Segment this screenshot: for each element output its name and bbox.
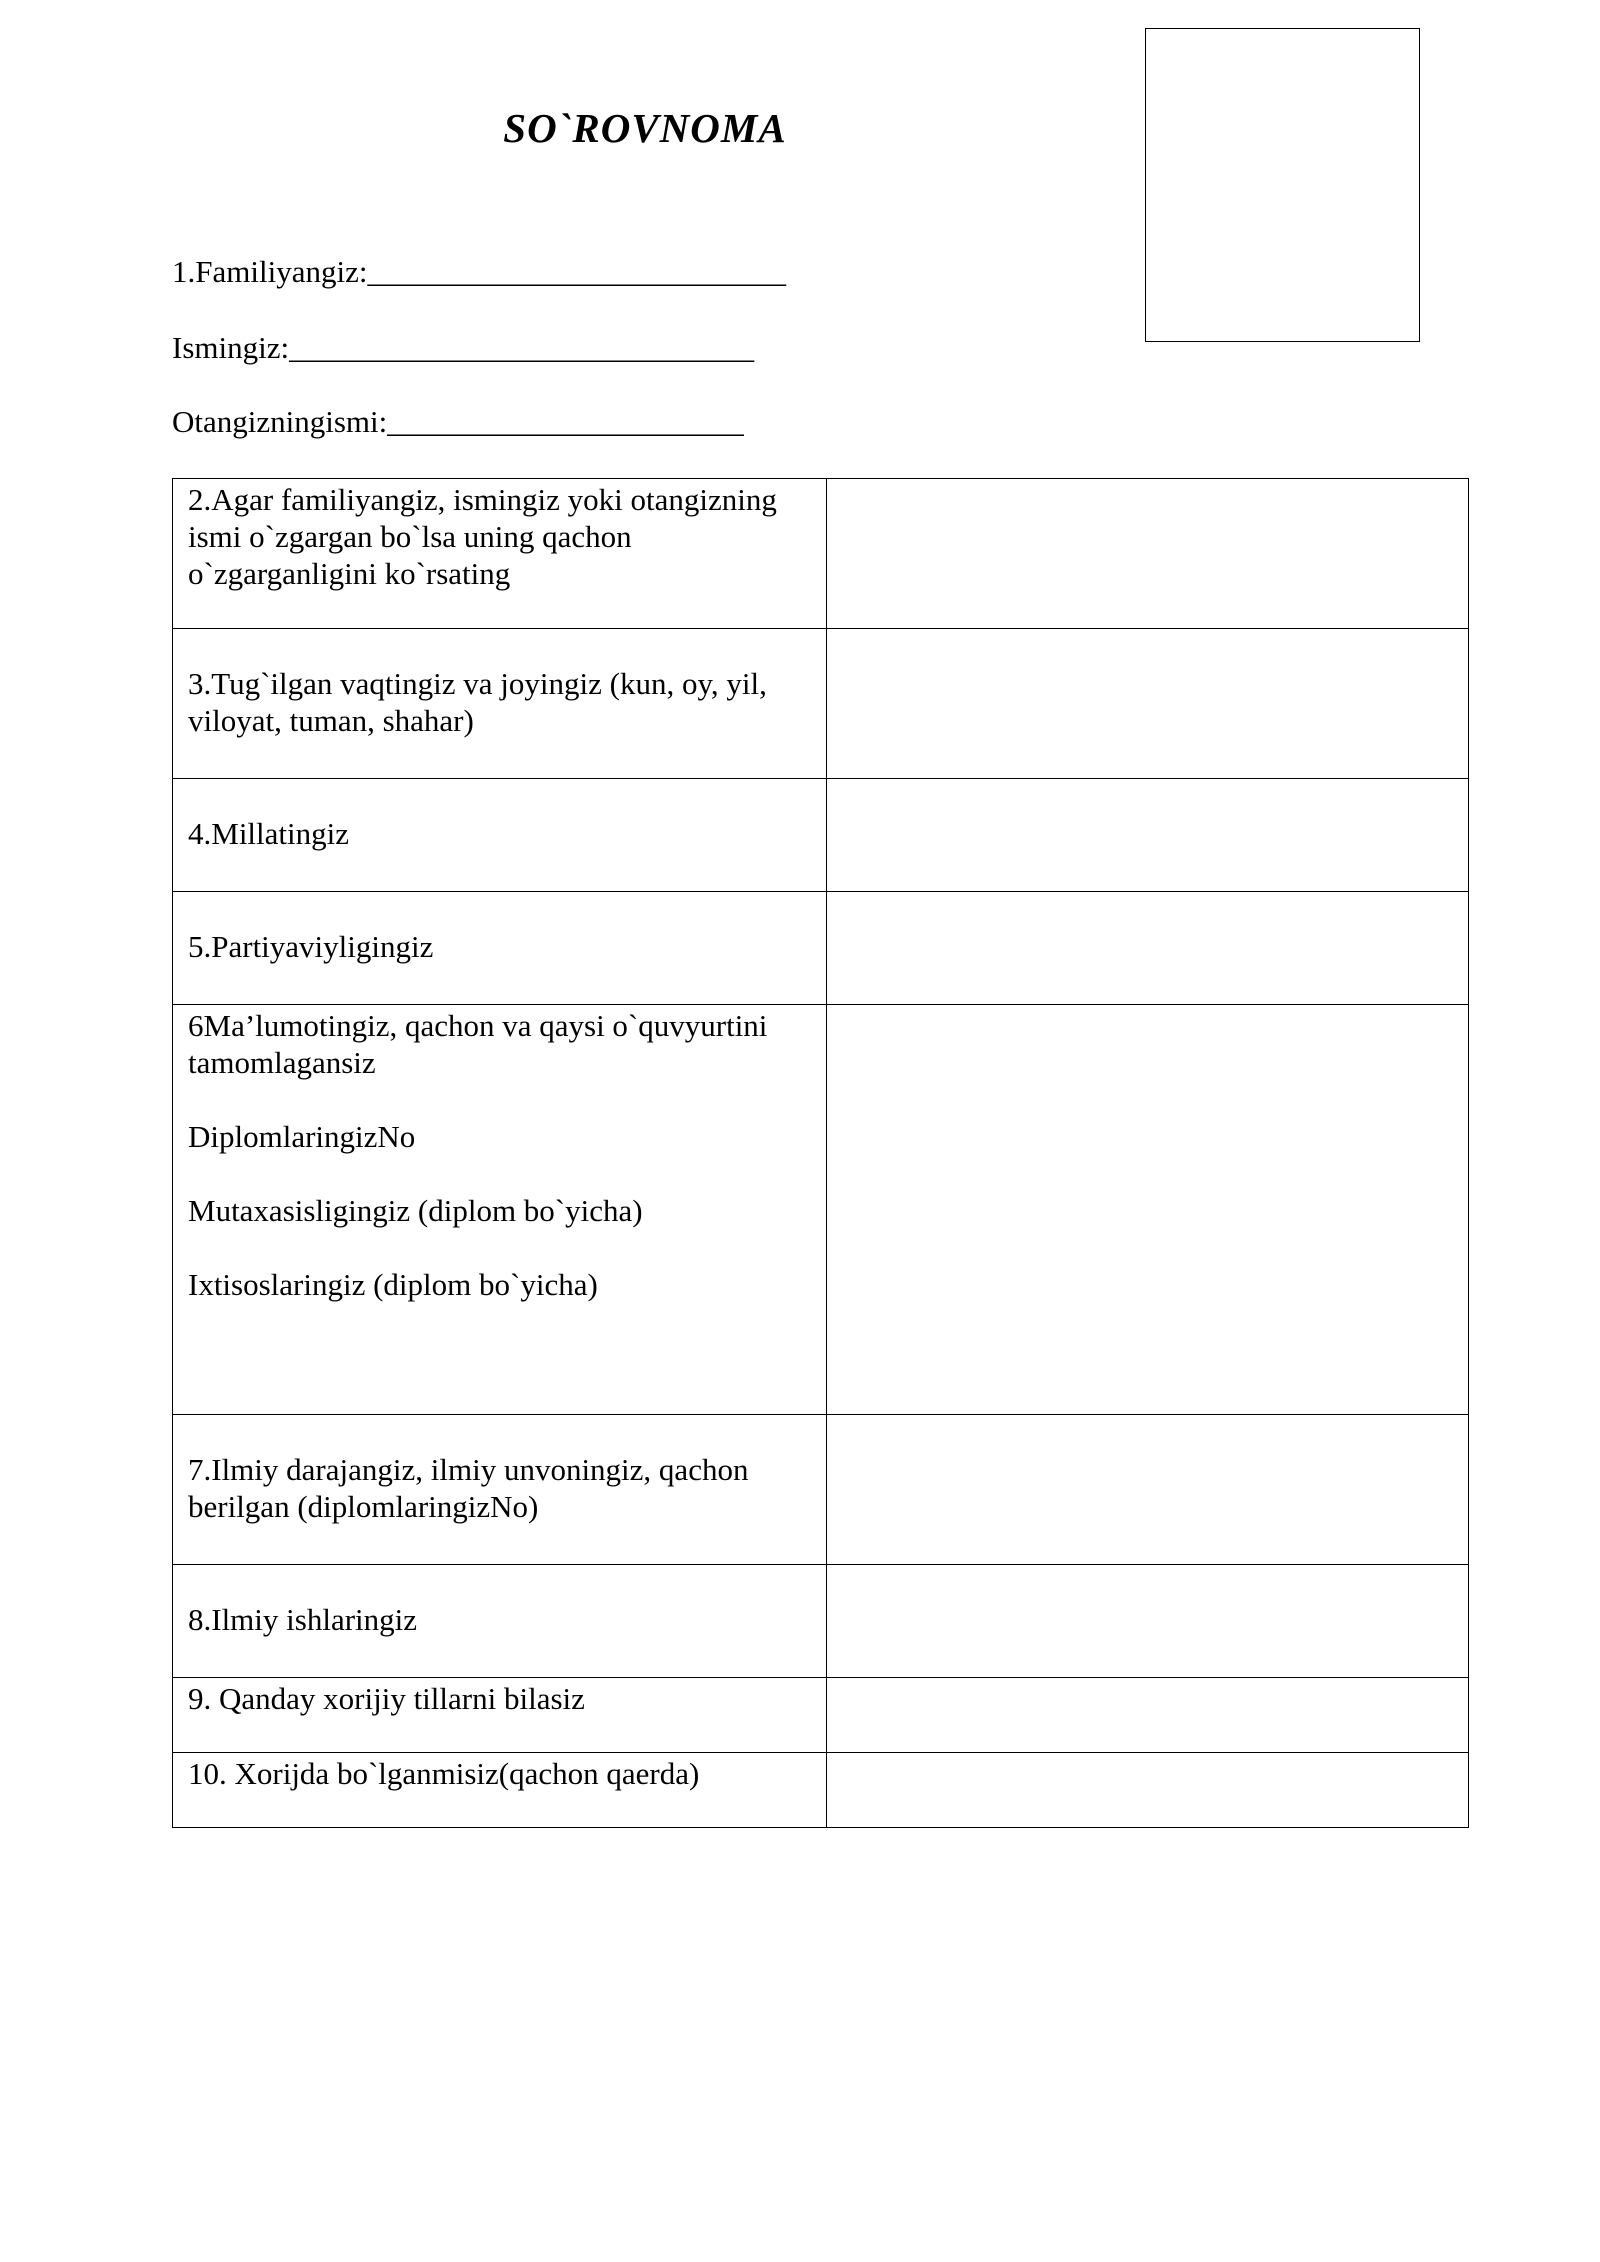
answer-birth[interactable] [827,629,1469,779]
questionnaire-table [172,478,1469,1828]
table-row-degree [173,1415,1469,1565]
question-abroad: 10. Xorijda bo`lganmisiz(qachon qaerda) [188,1756,700,1791]
question-works: 8.Ilmiy ishlaringiz [188,1602,418,1637]
table-row-abroad [173,1753,1469,1828]
surname-field[interactable]: 1.Familiyangiz:___________________________ [172,254,786,289]
page-title: SO`ROVNOMA [503,105,787,151]
table-row-party [173,892,1469,1005]
question-education: 6Ma’lumotingiz, qachon va qaysi o`quvyurtini tamomlagansiz [188,1008,768,1080]
question-qualifications: Ixtisoslaringiz (diplom bo`yicha) [188,1267,598,1302]
question-party: 5.Partiyaviyligingiz [188,929,434,964]
question-languages: 9. Qanday xorijiy tillarni bilasiz [188,1681,585,1716]
table-row-nationality [173,779,1469,892]
question-diplomas: DiplomlaringizNo [188,1119,416,1154]
answer-degree[interactable] [827,1415,1469,1565]
answer-works[interactable] [827,1565,1469,1678]
question-degree: 7.Ilmiy darajangiz, ilmiy unvoningiz, qachon berilgan (diplomlaringizNo) [188,1452,749,1524]
answer-languages[interactable] [827,1678,1469,1753]
table-row-birth [173,629,1469,779]
question-name-change: 2.Agar familiyangiz, ismingiz yoki otangizning ismi o`zgargan bo`lsa uning qachon o`zgarganligini ko`rsating [188,482,777,591]
answer-party[interactable] [827,892,1469,1005]
question-specialty: Mutaxasisligingiz (diplom bo`yicha) [188,1193,643,1228]
question-nationality: 4.Millatingiz [188,816,350,851]
table-row-education [173,1005,1469,1415]
table-row-name-change [173,479,1469,629]
answer-education[interactable] [827,1005,1469,1415]
answer-abroad[interactable] [827,1753,1469,1828]
table-row-languages [173,1678,1469,1753]
answer-name-change[interactable] [827,479,1469,629]
question-birth: 3.Tug`ilgan vaqtingiz va joyingiz (kun, oy, yil, viloyat, tuman, shahar) [188,666,767,738]
name-field[interactable]: Ismingiz:______________________________ [172,330,755,365]
answer-nationality[interactable] [827,779,1469,892]
photo-box [1145,28,1420,342]
table-row-works [173,1565,1469,1678]
patronymic-field[interactable]: Otangizningismi:_______________________ [172,404,744,439]
